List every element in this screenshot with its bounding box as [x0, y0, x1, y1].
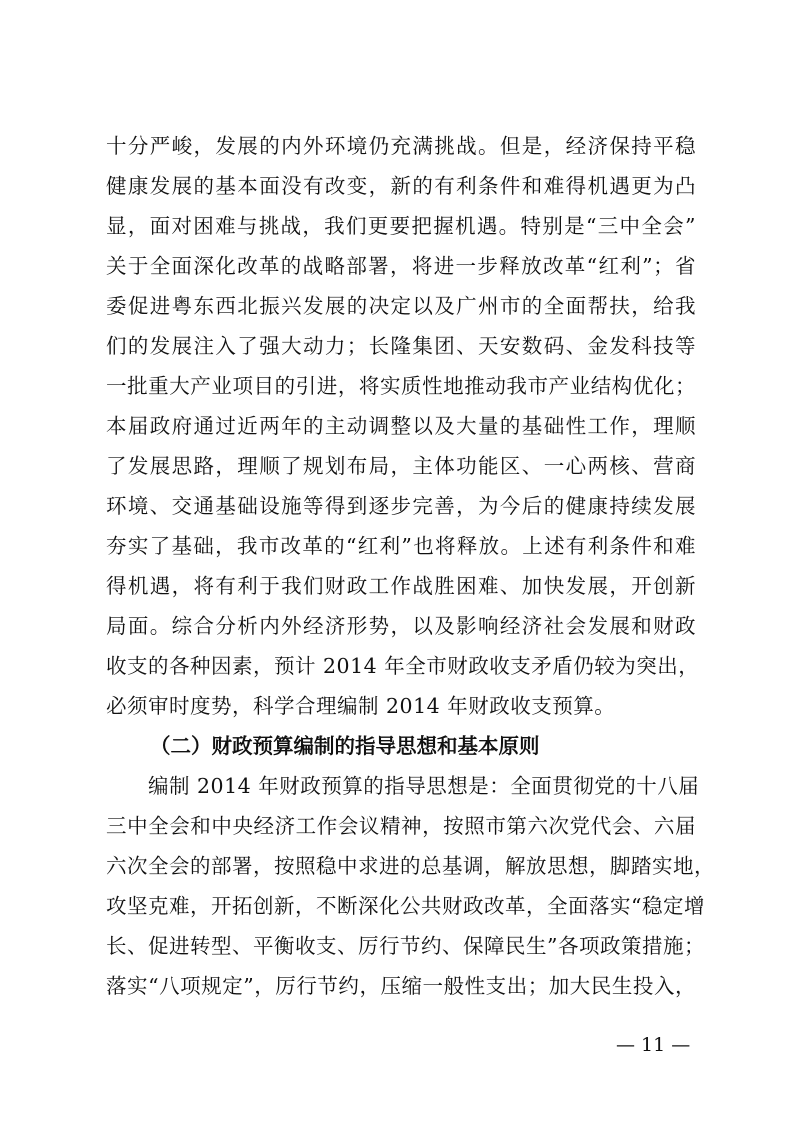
paragraph-line: 健康发展的基本面没有改变，新的有利条件和难得机遇更为凸: [106, 174, 696, 198]
paragraph-line: 攻坚克难，开拓创新，不断深化公共财政改革，全面落实“稳定增: [106, 894, 705, 918]
paragraph-line: 委促进粤东西北振兴发展的决定以及广州市的全面帮扶，给我: [106, 294, 696, 318]
paragraph-line: 显，面对困难与挑战，我们更要把握机遇。特别是“三中全会”: [106, 214, 696, 238]
paragraph-line: 必须审时度势，科学合理编制 2014 年财政收支预算。: [106, 694, 616, 718]
paragraph-line: 三中全会和中央经济工作会议精神，按照市第六次党代会、六届: [106, 814, 696, 838]
paragraph-line: 本届政府通过近两年的主动调整以及大量的基础性工作，理顺: [106, 414, 696, 438]
paragraph-line: 夯实了基础，我市改革的“红利”也将释放。上述有利条件和难: [106, 534, 696, 558]
paragraph-line: 收支的各种因素，预计 2014 年全市财政收支矛盾仍较为突出，: [106, 654, 700, 678]
section-heading: （二）财政预算编制的指导思想和基本原则: [150, 734, 540, 758]
paragraph-line: 编制 2014 年财政预算的指导思想是：全面贯彻党的十八届: [148, 774, 700, 798]
paragraph-line: 们的发展注入了强大动力；长隆集团、天安数码、金发科技等: [106, 334, 696, 358]
paragraph-line: 一批重大产业项目的引进，将实质性地推动我市产业结构优化；: [106, 374, 696, 398]
paragraph-line: 得机遇，将有利于我们财政工作战胜困难、加快发展，开创新: [106, 574, 696, 598]
paragraph-line: 了发展思路，理顺了规划布局，主体功能区、一心两核、营商: [106, 454, 696, 478]
body-text: [106, 126, 715, 1006]
paragraph-line: 关于全面深化改革的战略部署，将进一步释放改革“红利”；省: [106, 254, 696, 278]
paragraph-line: 局面。综合分析内外经济形势，以及影响经济社会发展和财政: [106, 614, 696, 638]
paragraph-line: 落实“八项规定”，厉行节约，压缩一般性支出；加大民生投入，: [106, 974, 696, 998]
paragraph-line: 环境、交通基础设施等得到逐步完善，为今后的健康持续发展: [106, 494, 696, 518]
paragraph-line: 十分严峻，发展的内外环境仍充满挑战。但是，经济保持平稳: [106, 134, 696, 158]
paragraph-line: 六次全会的部署，按照稳中求进的总基调，解放思想，脚踏实地，: [106, 854, 715, 878]
paragraph-line: 长、促进转型、平衡收支、厉行节约、保障民生”各项政策措施；: [106, 934, 705, 958]
page-number: — 11 —: [616, 1034, 691, 1056]
